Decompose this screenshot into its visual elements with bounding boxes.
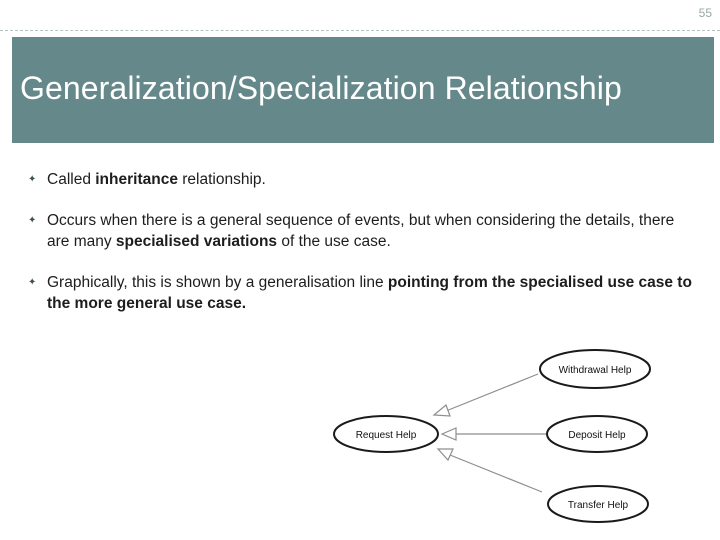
bullet-item (28, 210, 698, 252)
bullet-star-icon: ✦ (28, 277, 37, 288)
use-case-deposit-help (547, 416, 647, 452)
use-case-withdrawal-help (540, 350, 650, 388)
svg-text:Request Help: Request Help (355, 430, 417, 441)
bullet-item (28, 169, 698, 190)
svg-text:Withdrawal Help: Withdrawal Help (558, 365, 632, 376)
svg-text:Deposit Help: Deposit Help (568, 430, 626, 441)
generalization-arrow (438, 449, 542, 492)
bullet-item (28, 272, 698, 314)
bullet-star-icon: ✦ (28, 215, 37, 226)
bullet-text: Occurs when there is a general sequence of events, but when considering the details, there are many specialised variations of the use case. (47, 212, 675, 250)
bullet-text: Graphically, this is shown by a generalisation line pointing from the specialised use case to the more general use case. (47, 274, 692, 312)
page-number: 55 (698, 6, 712, 20)
top-divider (0, 30, 720, 31)
title-bar (12, 37, 714, 143)
use-case-transfer-help (548, 486, 648, 522)
generalization-arrow (442, 428, 546, 440)
use-case-request-help (334, 416, 438, 452)
svg-text:Transfer Help: Transfer Help (567, 500, 629, 511)
use-case-diagram (330, 345, 660, 535)
generalization-arrow (434, 374, 538, 416)
bullet-star-icon: ✦ (28, 174, 37, 185)
slide-title: Generalization/Specialization Relationship (20, 70, 622, 106)
bullet-list (28, 169, 698, 334)
bullet-text: Called inheritance relationship. (47, 171, 266, 188)
